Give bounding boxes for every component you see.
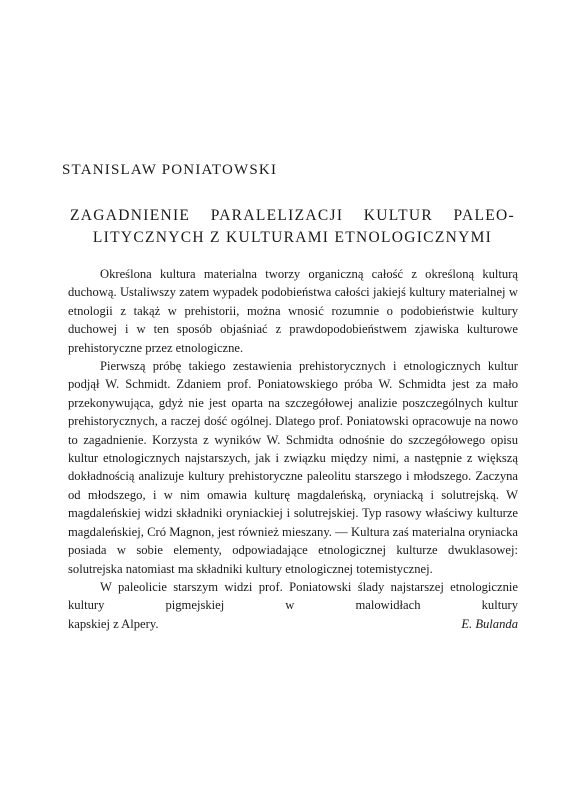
article-title [70, 205, 515, 249]
paragraph-3: W paleolicie starszym widzi prof. Poniatowski ślady najstarszej etnologicznie kultury pigmejskiej w malowidłach kultury [68, 579, 518, 613]
article-title-line-1: ZAGADNIENIE PARALELIZACJI KULTUR PALEO- [70, 207, 515, 224]
paragraph-2: Pierwszą próbę takiego zestawienia prehistorycznych i etnologicznych kultur podjął W. Schmidt. Zdaniem prof. Poniatowskiego próba W. Schmidta jest za mało przekonywująca, gdyż nie jest oparta na szczegółowej analizie poszczególnych kultur prehistorycznych, a raczej dość ogólnej. Dlatego prof. Poniatowski opracowuje na nowo to zagadnienie. Korzysta z wyników W. Schmidta odnośnie do szczegółowego opisu kultur etnologicznych najstarszych, jak i związku między nimi, a następnie z większą dokładnością analizuje kultury prehistoryczne paleolitu starszego i młodszego. Zaczyna od młodszego, i w nim omawia kulturę magdaleńską, oryniacką i solutrejską. W magdaleńskiej widzi składniki oryniackiej i solutrejskiej. Typ rasowy właściwy kulturze magdaleńskiej, Cró Magnon, jest również mieszany. — Kultura zaś materialna oryniacka posiada w sobie elementy, odpowiadające etnologicznej kulturze dwuklasowej: solutrejska natomiast ma składniki kultury etnologicznej totemistycznej. [68, 359, 518, 576]
reviewer-signature: E. Bulanda [461, 616, 518, 631]
article-author: STANISLAW PONIATOWSKI [62, 162, 278, 178]
article-body [68, 265, 518, 633]
final-line [68, 615, 518, 633]
paragraph-1: Określona kultura materialna tworzy organiczną całość z określoną kulturą duchową. Ustaliwszy zatem wypadek podobieństwa całości jakiejś kultury materialnej w etnologii z takąż w prehistorii, można wnosić rozumnie o podobieństwie kultury duchowej i w ten sposób objaśniać z prawdopodobieństwem zjawiska kulturowe prehistoryczne przez etnologiczne. [68, 267, 518, 355]
article-title-line-2: LITYCZNYCH Z KULTURAMI ETNOLOGICZNYMI [92, 229, 493, 246]
final-line-text: kapskiej z Alpery. [68, 616, 159, 631]
